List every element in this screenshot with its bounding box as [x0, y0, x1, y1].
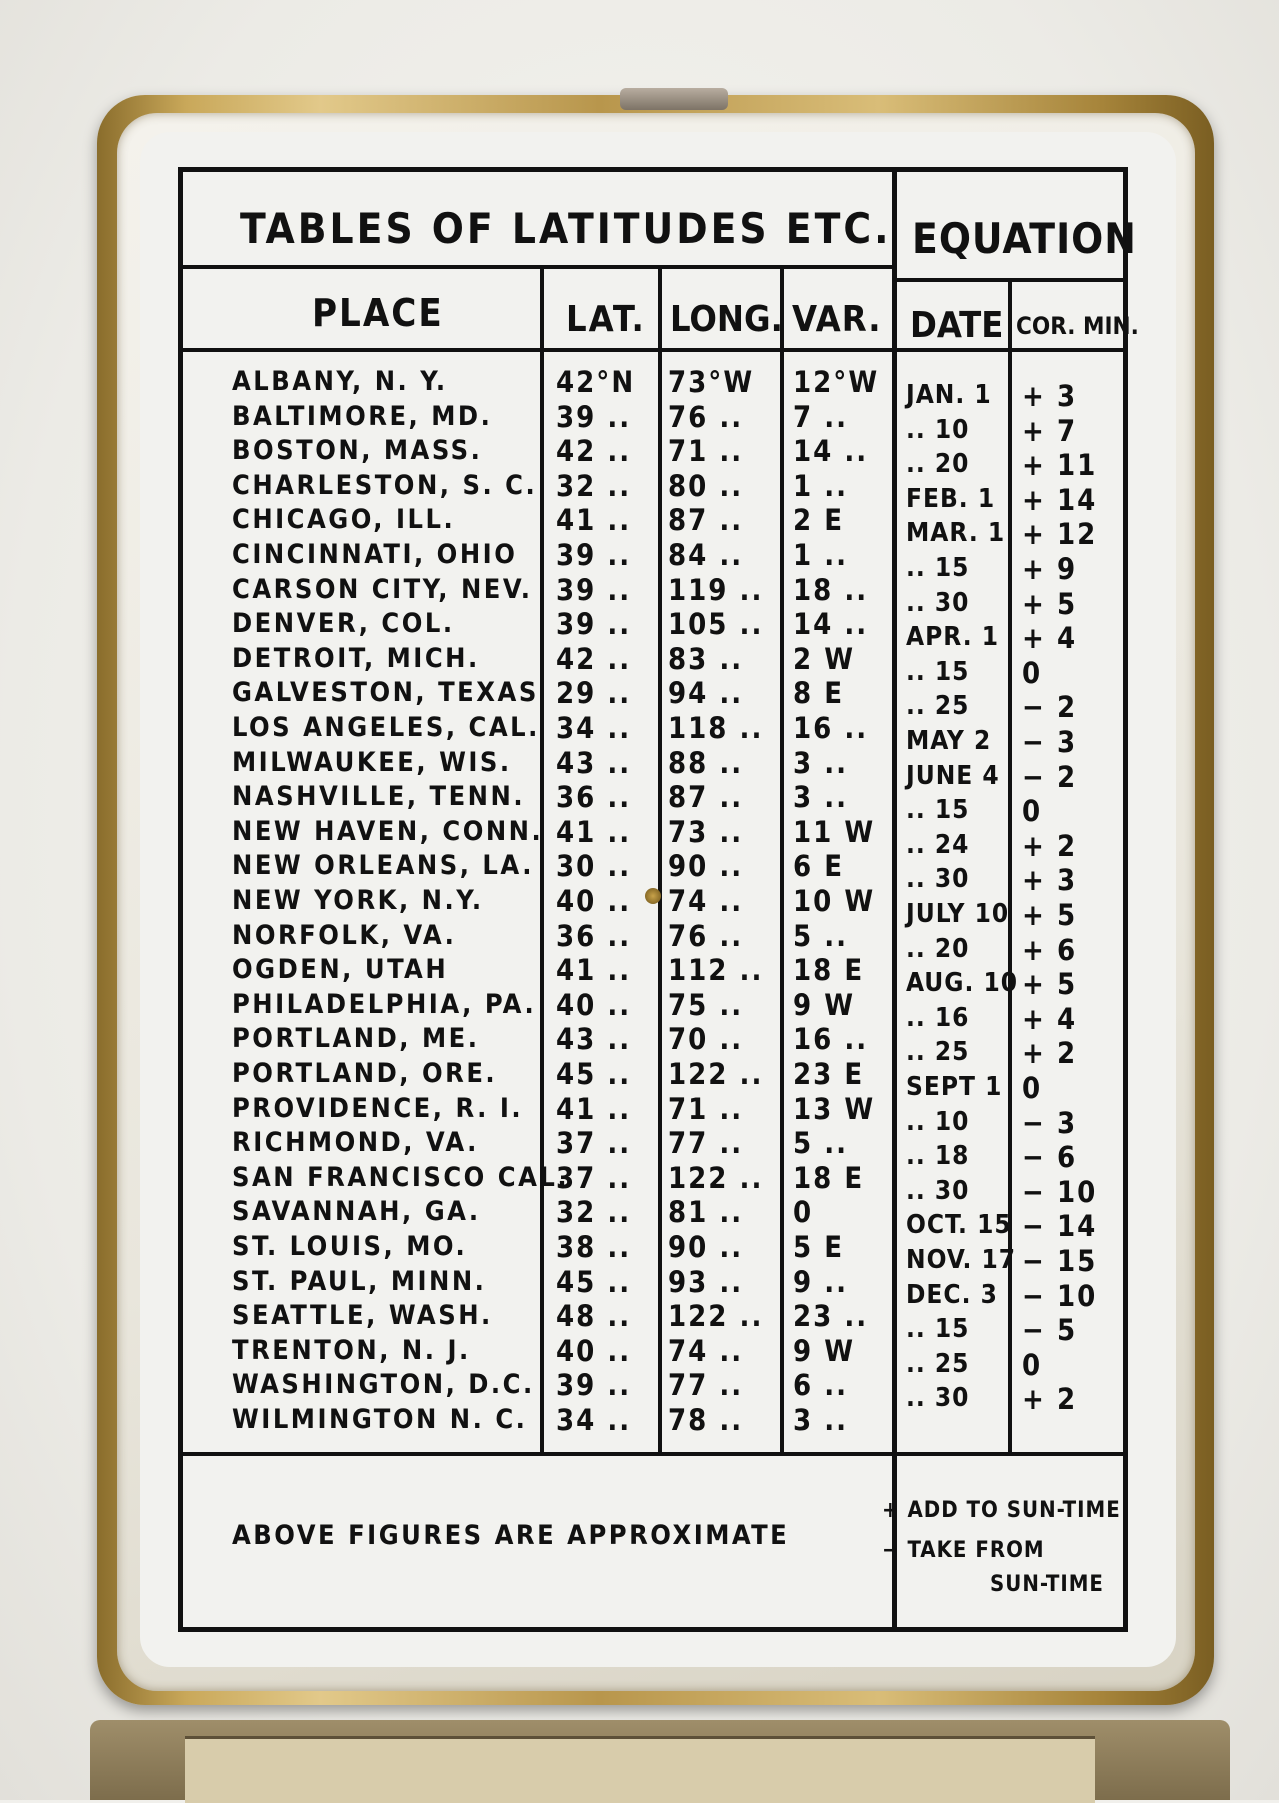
equation-date: JULY 10	[906, 899, 1010, 929]
row-place: SAN FRANCISCO CAL.	[232, 1162, 570, 1193]
row-lat: 34 ..	[556, 711, 632, 745]
row-place: NEW ORLEANS, LA.	[232, 850, 534, 881]
row-var: 16 ..	[793, 711, 869, 745]
equation-date: JUNE 4	[906, 761, 1000, 791]
row-long: 74 ..	[668, 884, 744, 918]
row-lat: 42°N	[556, 365, 636, 399]
row-lat: 30 ..	[556, 849, 632, 883]
row-place: NORFOLK, VA.	[232, 920, 457, 951]
equation-correction: + 3	[1022, 863, 1078, 897]
row-var: 2 E	[793, 503, 845, 537]
equation-correction: − 14	[1022, 1209, 1098, 1243]
row-lat: 41 ..	[556, 1092, 632, 1126]
row-place: SAVANNAH, GA.	[232, 1196, 481, 1227]
equation-date: .. 24	[906, 830, 970, 860]
row-place: CINCINNATI, OHIO	[232, 539, 518, 570]
equation-correction: + 5	[1022, 898, 1078, 932]
row-lat: 43 ..	[556, 1022, 632, 1056]
row-long: 122 ..	[668, 1299, 764, 1333]
equation-correction: + 7	[1022, 414, 1078, 448]
row-long: 90 ..	[668, 849, 744, 883]
row-var: 12°W	[793, 365, 880, 399]
equation-date: .. 15	[906, 795, 970, 825]
equation-correction: − 10	[1022, 1279, 1098, 1313]
header-lat: LAT.	[566, 299, 646, 340]
row-var: 7 ..	[793, 400, 849, 434]
row-long: 78 ..	[668, 1403, 744, 1437]
row-place: LOS ANGELES, CAL.	[232, 712, 540, 743]
row-lat: 38 ..	[556, 1230, 632, 1264]
equation-correction: − 5	[1022, 1313, 1078, 1347]
header-place: PLACE	[312, 291, 444, 335]
row-long: 105 ..	[668, 607, 764, 641]
equation-correction: 0	[1022, 1348, 1043, 1382]
row-place: PROVIDENCE, R. I.	[232, 1093, 524, 1124]
equation-correction: − 15	[1022, 1244, 1098, 1278]
row-long: 77 ..	[668, 1126, 744, 1160]
row-var: 13 W	[793, 1092, 876, 1126]
row-place: CARSON CITY, NEV.	[232, 574, 533, 605]
row-place: NASHVILLE, TENN.	[232, 781, 526, 812]
row-long: 75 ..	[668, 988, 744, 1022]
equation-date: AUG. 10	[906, 968, 1019, 998]
row-lat: 32 ..	[556, 1195, 632, 1229]
row-var: 14 ..	[793, 434, 869, 468]
equation-date: .. 10	[906, 415, 970, 445]
row-var: 6 E	[793, 849, 845, 883]
equation-correction: + 6	[1022, 933, 1078, 967]
footer-rule	[183, 1452, 1128, 1456]
equation-date: .. 30	[906, 864, 970, 894]
row-place: DETROIT, MICH.	[232, 643, 480, 674]
equation-date: .. 30	[906, 588, 970, 618]
equation-date: .. 16	[906, 1003, 970, 1033]
row-lat: 45 ..	[556, 1265, 632, 1299]
equation-correction: − 3	[1022, 1106, 1078, 1140]
row-place: TRENTON, N. J.	[232, 1335, 471, 1366]
row-var: 8 E	[793, 676, 845, 710]
row-place: PHILADELPHIA, PA.	[232, 989, 537, 1020]
row-long: 87 ..	[668, 780, 744, 814]
row-lat: 39 ..	[556, 573, 632, 607]
row-long: 88 ..	[668, 746, 744, 780]
row-var: 18 E	[793, 1161, 865, 1195]
sundial-dial-face	[185, 1736, 1095, 1803]
row-place: NEW YORK, N.Y.	[232, 885, 484, 916]
row-lat: 36 ..	[556, 780, 632, 814]
row-place: RICHMOND, VA.	[232, 1127, 479, 1158]
equation-correction: 0	[1022, 656, 1043, 690]
row-var: 6 ..	[793, 1368, 849, 1402]
row-var: 5 ..	[793, 919, 849, 953]
row-long: 83 ..	[668, 642, 744, 676]
row-lat: 48 ..	[556, 1299, 632, 1333]
equation-correction: + 5	[1022, 967, 1078, 1001]
row-var: 16 ..	[793, 1022, 869, 1056]
var-column-line	[780, 267, 784, 1454]
header-long: LONG.	[670, 299, 783, 340]
equation-correction: + 5	[1022, 587, 1078, 621]
row-place: WILMINGTON N. C.	[232, 1404, 528, 1435]
equation-date: OCT. 15	[906, 1210, 1012, 1240]
row-long: 122 ..	[668, 1057, 764, 1091]
row-long: 74 ..	[668, 1334, 744, 1368]
equation-date: FEB. 1	[906, 484, 996, 514]
row-lat: 39 ..	[556, 607, 632, 641]
equation-date: .. 20	[906, 934, 970, 964]
row-long: 73°W	[668, 365, 755, 399]
row-lat: 36 ..	[556, 919, 632, 953]
equation-correction: 0	[1022, 794, 1043, 828]
row-var: 1 ..	[793, 469, 849, 503]
row-var: 2 W	[793, 642, 856, 676]
row-var: 0	[793, 1195, 814, 1229]
equation-divider-line	[892, 167, 897, 1632]
equation-correction: + 4	[1022, 621, 1078, 655]
row-lat: 45 ..	[556, 1057, 632, 1091]
row-var: 11 W	[793, 815, 876, 849]
row-long: 76 ..	[668, 400, 744, 434]
row-long: 122 ..	[668, 1161, 764, 1195]
equation-correction: + 12	[1022, 517, 1098, 551]
equation-correction: + 14	[1022, 483, 1098, 517]
equation-date: .. 18	[906, 1141, 970, 1171]
equation-date: .. 15	[906, 553, 970, 583]
row-var: 3 ..	[793, 1403, 849, 1437]
row-lat: 40 ..	[556, 1334, 632, 1368]
row-place: CHARLESTON, S. C.	[232, 470, 538, 501]
equation-date: .. 25	[906, 691, 970, 721]
equation-title: EQUATION	[912, 214, 1137, 263]
equation-correction: + 2	[1022, 1382, 1078, 1416]
row-place: BALTIMORE, MD.	[232, 401, 493, 432]
row-place: GALVESTON, TEXAS	[232, 677, 539, 708]
row-place: ALBANY, N. Y.	[232, 366, 448, 397]
equation-date: .. 30	[906, 1176, 970, 1206]
long-column-line	[658, 267, 662, 1454]
case-hinge-clasp	[620, 88, 728, 110]
row-var: 18 E	[793, 953, 865, 987]
row-place: ST. LOUIS, MO.	[232, 1231, 468, 1262]
row-var: 9 W	[793, 1334, 856, 1368]
row-place: BOSTON, MASS.	[232, 435, 483, 466]
equation-correction: − 2	[1022, 760, 1078, 794]
title-rule	[183, 265, 892, 269]
compass-pivot-pin	[645, 888, 661, 904]
row-lat: 32 ..	[556, 469, 632, 503]
row-place: PORTLAND, ORE.	[232, 1058, 498, 1089]
row-place: SEATTLE, WASH.	[232, 1300, 493, 1331]
footer-note: ABOVE FIGURES ARE APPROXIMATE	[232, 1520, 790, 1551]
row-var: 9 ..	[793, 1265, 849, 1299]
legend-take: − TAKE FROM	[882, 1538, 1045, 1563]
row-long: 87 ..	[668, 503, 744, 537]
row-var: 10 W	[793, 884, 876, 918]
equation-date: APR. 1	[906, 622, 1000, 652]
legend-sun-time: SUN-TIME	[990, 1572, 1104, 1597]
equation-correction: − 2	[1022, 690, 1078, 724]
equation-date: .. 10	[906, 1107, 970, 1137]
row-var: 5 E	[793, 1230, 845, 1264]
row-lat: 39 ..	[556, 1368, 632, 1402]
row-lat: 39 ..	[556, 538, 632, 572]
equation-date: .. 20	[906, 449, 970, 479]
row-lat: 41 ..	[556, 503, 632, 537]
row-long: 77 ..	[668, 1368, 744, 1402]
equation-correction: + 4	[1022, 1002, 1078, 1036]
row-long: 119 ..	[668, 573, 764, 607]
row-lat: 40 ..	[556, 884, 632, 918]
row-long: 93 ..	[668, 1265, 744, 1299]
equation-correction: − 10	[1022, 1175, 1098, 1209]
row-long: 81 ..	[668, 1195, 744, 1229]
row-long: 71 ..	[668, 434, 744, 468]
row-lat: 42 ..	[556, 434, 632, 468]
row-lat: 34 ..	[556, 1403, 632, 1437]
equation-date: DEC. 3	[906, 1280, 998, 1310]
equation-correction: + 2	[1022, 1036, 1078, 1070]
row-lat: 41 ..	[556, 815, 632, 849]
row-long: 84 ..	[668, 538, 744, 572]
row-long: 94 ..	[668, 676, 744, 710]
row-long: 73 ..	[668, 815, 744, 849]
header-date: DATE	[910, 305, 1004, 346]
equation-date: .. 25	[906, 1037, 970, 1067]
row-lat: 29 ..	[556, 676, 632, 710]
row-place: WASHINGTON, D.C.	[232, 1369, 535, 1400]
cor-column-line	[1008, 280, 1012, 1454]
row-var: 3 ..	[793, 746, 849, 780]
equation-correction: + 3	[1022, 379, 1078, 413]
equation-date: MAR. 1	[906, 518, 1006, 548]
row-lat: 42 ..	[556, 642, 632, 676]
equation-correction: − 3	[1022, 725, 1078, 759]
row-place: PORTLAND, ME.	[232, 1023, 480, 1054]
row-long: 90 ..	[668, 1230, 744, 1264]
row-long: 71 ..	[668, 1092, 744, 1126]
row-lat: 37 ..	[556, 1161, 632, 1195]
row-place: ST. PAUL, MINN.	[232, 1266, 487, 1297]
row-lat: 41 ..	[556, 953, 632, 987]
equation-date: .. 15	[906, 657, 970, 687]
equation-correction: − 6	[1022, 1140, 1078, 1174]
row-long: 70 ..	[668, 1022, 744, 1056]
row-lat: 40 ..	[556, 988, 632, 1022]
row-long: 118 ..	[668, 711, 764, 745]
row-var: 5 ..	[793, 1126, 849, 1160]
row-var: 23 ..	[793, 1299, 869, 1333]
row-var: 1 ..	[793, 538, 849, 572]
row-var: 18 ..	[793, 573, 869, 607]
row-lat: 37 ..	[556, 1126, 632, 1160]
row-place: NEW HAVEN, CONN.	[232, 816, 544, 847]
row-lat: 43 ..	[556, 746, 632, 780]
header-var: VAR.	[792, 299, 882, 340]
header-rule	[183, 348, 1128, 352]
equation-date: .. 30	[906, 1383, 970, 1413]
legend-add: + ADD TO SUN-TIME	[882, 1498, 1121, 1523]
equation-correction: + 11	[1022, 448, 1098, 482]
equation-date: MAY 2	[906, 726, 992, 756]
equation-correction: 0	[1022, 1071, 1043, 1105]
row-var: 23 E	[793, 1057, 865, 1091]
row-var: 3 ..	[793, 780, 849, 814]
equation-correction: + 2	[1022, 829, 1078, 863]
row-long: 80 ..	[668, 469, 744, 503]
row-var: 14 ..	[793, 607, 869, 641]
lat-column-line	[540, 267, 544, 1454]
row-place: CHICAGO, ILL.	[232, 504, 456, 535]
table-title: TABLES OF LATITUDES ETC.	[240, 204, 892, 253]
row-lat: 39 ..	[556, 400, 632, 434]
row-long: 76 ..	[668, 919, 744, 953]
equation-correction: + 9	[1022, 552, 1078, 586]
equation-date: SEPT 1	[906, 1072, 1003, 1102]
row-place: OGDEN, UTAH	[232, 954, 449, 985]
header-cor-min: COR. MIN.	[1016, 312, 1139, 340]
row-var: 9 W	[793, 988, 856, 1022]
equation-date: .. 15	[906, 1314, 970, 1344]
row-long: 112 ..	[668, 953, 764, 987]
row-place: MILWAUKEE, WIS.	[232, 747, 512, 778]
equation-date: .. 25	[906, 1349, 970, 1379]
row-place: DENVER, COL.	[232, 608, 455, 639]
equation-date: NOV. 17	[906, 1245, 1017, 1275]
equation-date: JAN. 1	[906, 380, 992, 410]
